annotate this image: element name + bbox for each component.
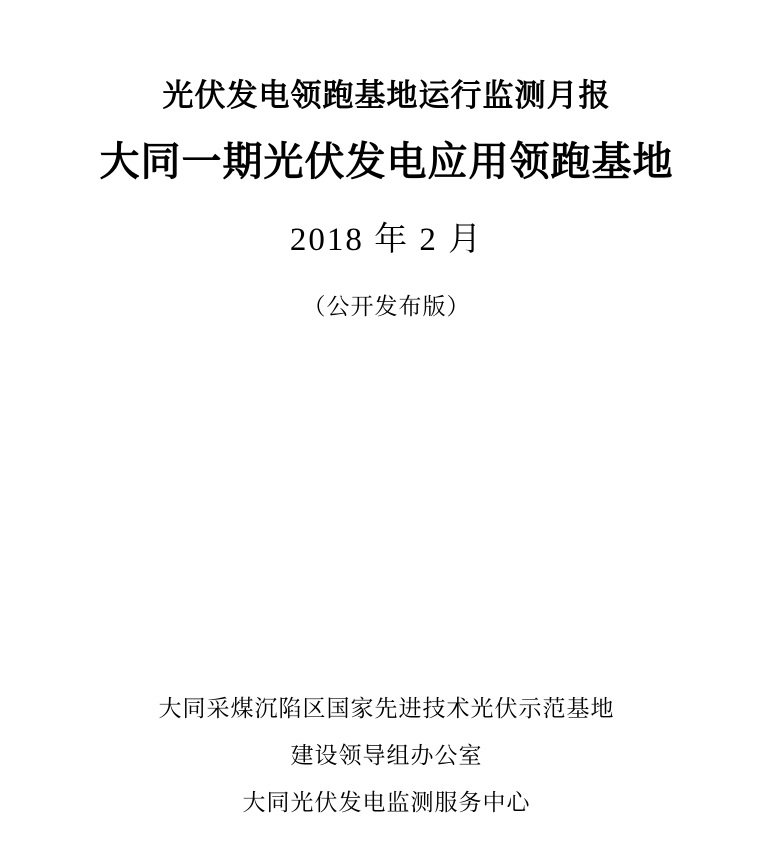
publisher-line-3: 大同光伏发电监测服务中心 (242, 790, 531, 815)
report-series-title: 光伏发电领跑基地运行监测月报 (162, 78, 611, 114)
publisher-line-1: 大同采煤沉陷区国家先进技术光伏示范基地 (158, 696, 615, 721)
edition-label: （公开发布版） (302, 294, 471, 320)
base-title: 大同一期光伏发电应用领跑基地 (99, 139, 674, 186)
publisher-line-2: 建设领导组办公室 (290, 743, 483, 768)
title-block (0, 78, 773, 321)
report-date: 2018 年 2 月 (289, 222, 484, 259)
publisher-block (0, 697, 773, 814)
